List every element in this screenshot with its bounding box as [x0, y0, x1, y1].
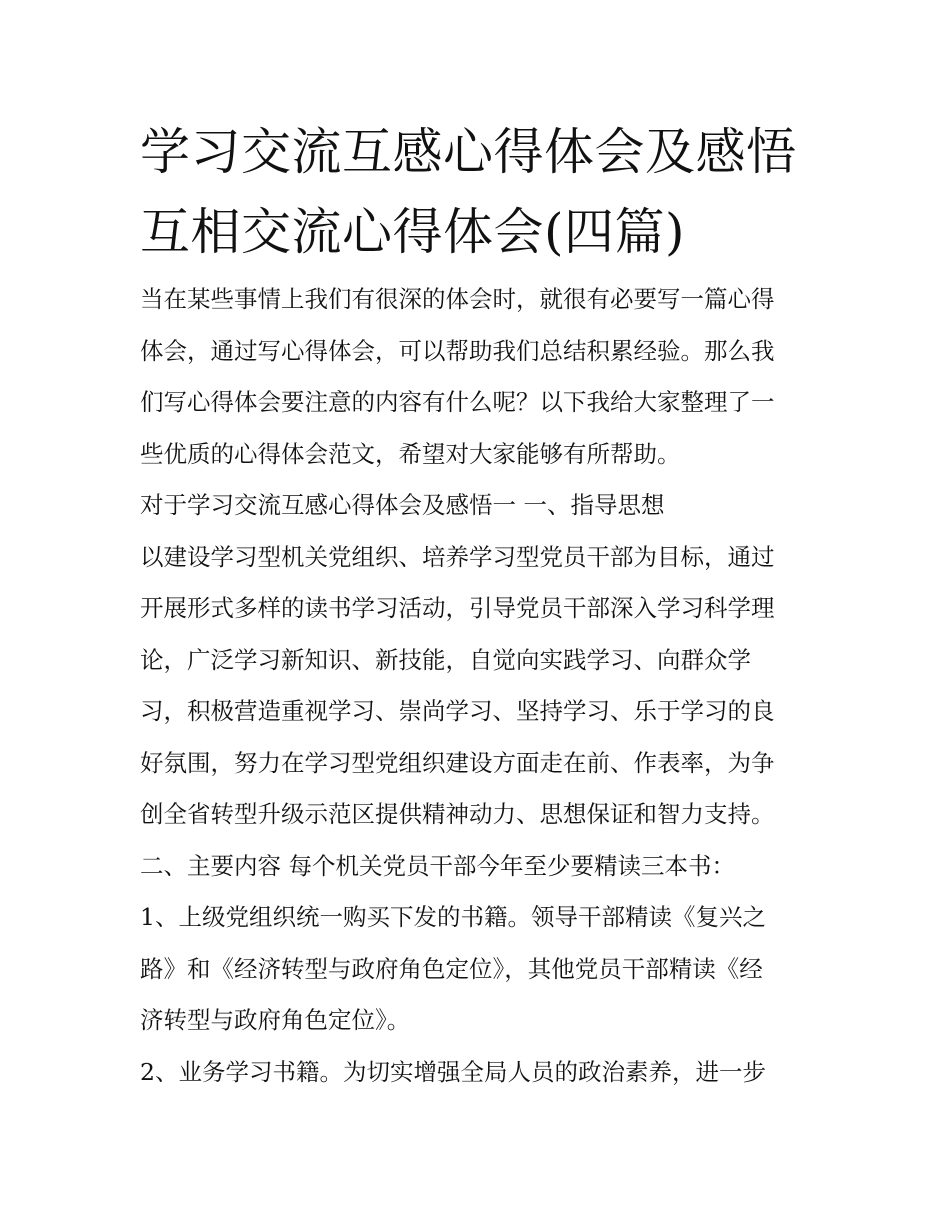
section-heading-main-content: 二、主要内容 每个机关党员干部今年至少要精读三本书：	[140, 851, 735, 880]
list-item-1-line-2: 路》和《经济转型与政府角色定位》，其他党员干部精读《经	[140, 954, 763, 983]
document-title	[140, 112, 820, 272]
body-line-8: 论，广泛学习新知识、新技能，自觉向实践学习、向群众学	[140, 645, 751, 674]
body-line-9: 习，积极营造重视学习、崇尚学习、坚持学习、乐于学习的良	[140, 697, 775, 725]
body-line-4: 些优质的心得体会范文，希望对大家能够有所帮助。	[140, 439, 681, 468]
body-line-1: 当在某些事情上我们有很深的体会时，就很有必要写一篇心得	[140, 285, 775, 313]
section-heading-guiding-thought: 对于学习交流互感心得体会及感悟一 一、指导思想	[140, 491, 665, 519]
title-line-2: 互相交流心得体会(四篇)	[140, 203, 686, 261]
body-line-3: 们写心得体会要注意的内容有什么呢？以下我给大家整理了一	[140, 388, 775, 416]
list-item-2-line-1: 2、业务学习书籍。为切实增强全局人员的政治素养，进一步	[140, 1057, 766, 1086]
list-item-1-line-3: 济转型与政府角色定位》。	[140, 1006, 411, 1034]
body-line-10: 好氛围，努力在学习型党组织建设方面走在前、作表率，为争	[140, 748, 775, 777]
body-line-6: 以建设学习型机关党组织、培养学习型党员干部为目标，通过	[140, 542, 775, 571]
body-line-11: 创全省转型升级示范区提供精神动力、思想保证和智力支持。	[140, 800, 775, 828]
list-item-1-line-1: 1、上级党组织统一购买下发的书籍。领导干部精读《复兴之	[140, 903, 766, 931]
body-line-2: 体会，通过写心得体会，可以帮助我们总结积累经验。那么我	[140, 336, 775, 365]
body-line-7: 开展形式多样的读书学习活动，引导党员干部深入学习科学理	[140, 594, 775, 622]
document-body	[140, 274, 830, 1098]
title-line-1: 学习交流互感心得体会及感悟	[140, 123, 797, 181]
